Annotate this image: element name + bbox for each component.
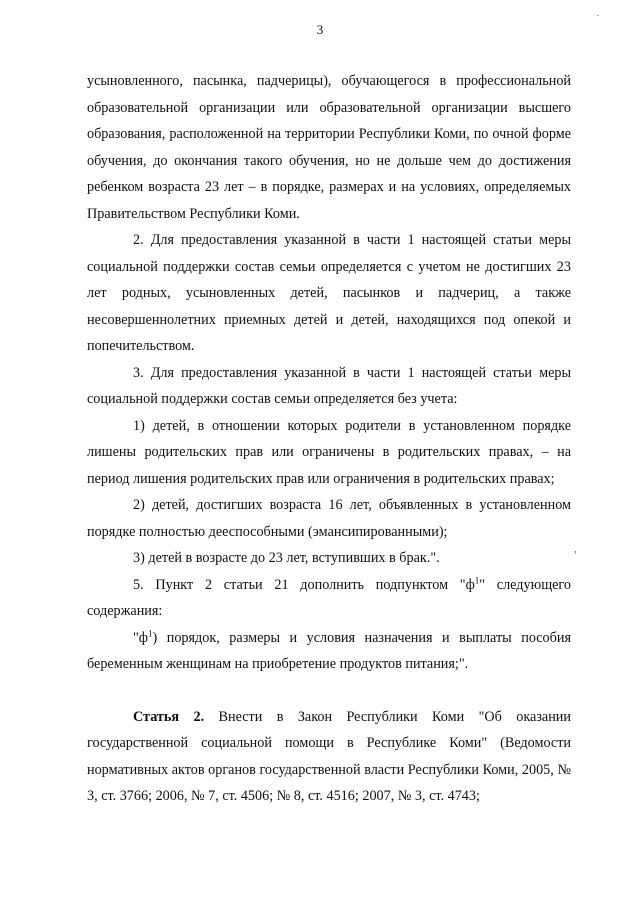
- paragraph-continuation: усыновленного, пасынка, падчерицы), обучающегося в профессиональной образовательной организации или образовательной организации высшего образования, расположенной на территории Республики Коми, по очной форме обучения, до окончания такого обучения, но не дольше чем до достижения ребенком возраста 23 лет – в порядке, размерах и на условиях, определяемых Правительством Республики Коми.: [87, 73, 571, 222]
- page-number: 3: [316, 22, 324, 37]
- article-2-text: Внести в Закон Республики Коми "Об оказании государственной социальной помощи в Республике Коми" (Ведомости нормативных актов органов государственной власти Республики Коми, 2005, № 3, ст. 3766; 2006, № 7, ст. 4506; № 8, ст. 4516; 2007, № 3, ст. 4743;: [87, 708, 571, 804]
- subpoint-text-start: "ф: [133, 629, 148, 646]
- scan-mark: ·: [596, 8, 600, 22]
- paragraph-part-3: 3. Для предоставления указанной в части 1 настоящей статьи меры социальной поддержки состав семьи определяется без учета:: [87, 364, 571, 407]
- point-5-text-end: " следующего содержания:: [87, 576, 571, 619]
- point-5-text-start: 5. Пункт 2 статьи 21 дополнить подпунктом "ф: [133, 576, 475, 593]
- paragraph-subpoint-f1: [87, 625, 571, 678]
- paragraph-item-2: 2) детей, достигших возраста 16 лет, объявленных в установленном порядке полностью дееспособными (эмансипированными);: [87, 497, 571, 540]
- point-5-superscript: 1: [474, 574, 480, 585]
- paragraph-point-5: [87, 572, 571, 625]
- document-body: [87, 68, 571, 810]
- scan-mark: ,: [574, 541, 577, 555]
- paragraph-part-2: 2. Для предоставления указанной в части 1 настоящей статьи меры социальной поддержки состав семьи определяется с учетом не достигших 23 лет родных, усыновленных детей, пасынков и падчериц, а также несовершеннолетних приемных детей и детей, находящихся под опекой и попечительством.: [87, 232, 571, 354]
- article-2-label: Статья 2.: [133, 708, 205, 725]
- subpoint-superscript: 1: [147, 627, 153, 638]
- paragraph-item-3: 3) детей в возрасте до 23 лет, вступивших в брак.".: [133, 550, 440, 566]
- paragraph-article-2: [87, 704, 571, 810]
- paragraph-item-1: 1) детей, в отношении которых родители в установленном порядке лишены родительских прав или ограничены в родительских правах, – на период лишения родительских прав или ограничения в родительских правах;: [87, 417, 571, 487]
- subpoint-text-end: ) порядок, размеры и условия назначения и выплаты пособия беременным женщинам на приобретение продуктов питания;".: [87, 629, 571, 672]
